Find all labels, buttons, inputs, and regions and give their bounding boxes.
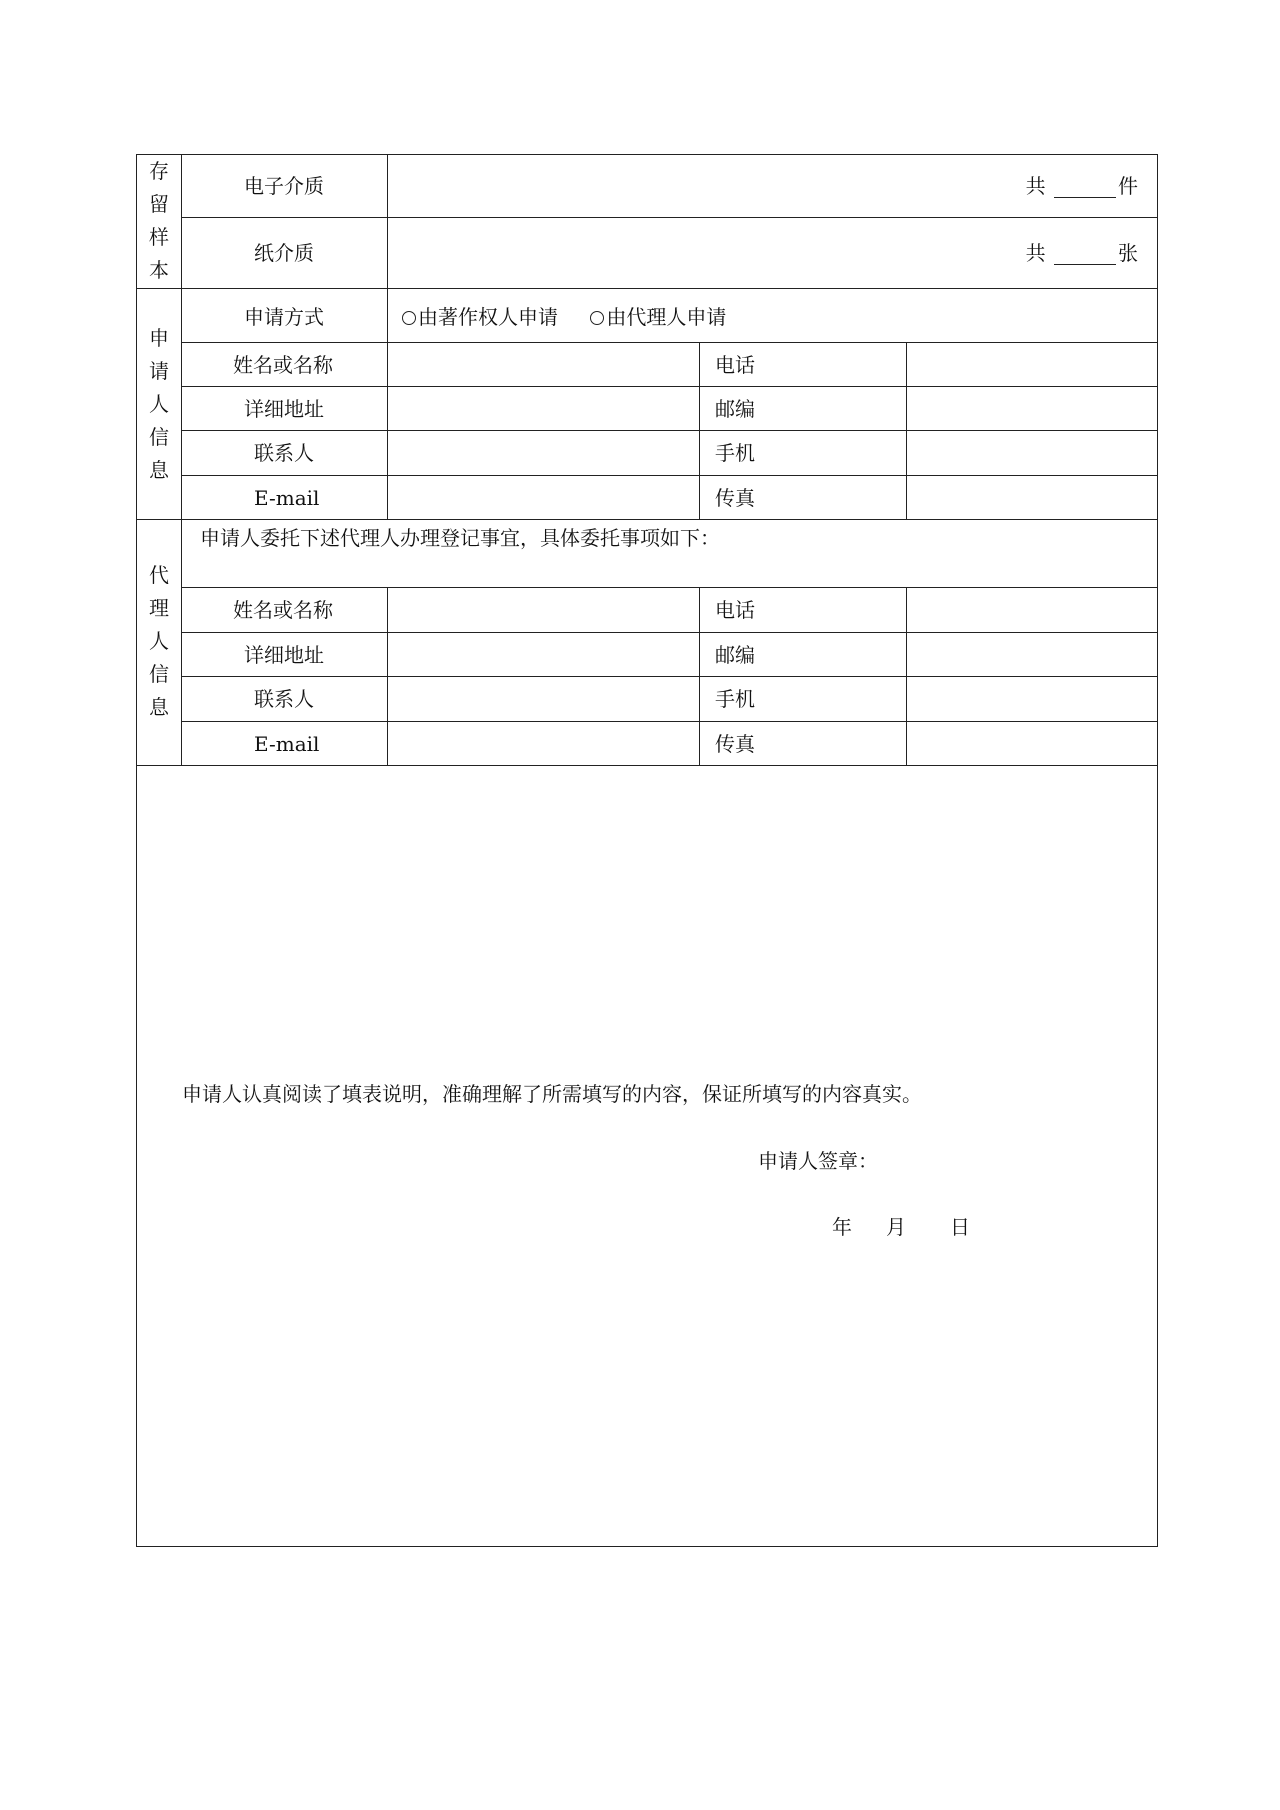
agent-name-field[interactable] [388, 588, 699, 632]
signature-label: 申请人签章： [758, 1149, 878, 1173]
applicant-email-field[interactable] [388, 476, 699, 519]
applicant-phone-field[interactable] [907, 343, 1157, 386]
date-day-label: 日 [950, 1215, 970, 1239]
agent-fax-field[interactable] [907, 722, 1157, 765]
applicant-mobile-label: 手机 [715, 441, 755, 465]
applicant-address-label: 详细地址 [244, 397, 324, 421]
electronic-unit: 件 [1118, 174, 1138, 198]
electronic-count [1026, 174, 1138, 198]
agent-contact-label: 联系人 [254, 687, 314, 711]
agent-mobile-field[interactable] [907, 677, 1157, 721]
radio-circle-icon [590, 311, 604, 325]
entrust-statement: 申请人委托下述代理人办理登记事宜，具体委托事项如下： [200, 526, 720, 550]
agent-mobile-label: 手机 [715, 687, 755, 711]
applicant-phone-label: 电话 [715, 353, 755, 377]
agent-email-field[interactable] [388, 722, 699, 765]
applicant-name-label: 姓名或名称 [233, 353, 333, 377]
entrust-matters-field[interactable] [182, 555, 1157, 587]
agent-email-label: E-mail [254, 732, 320, 756]
applicant-contact-field[interactable] [388, 431, 699, 475]
paper-count [1026, 241, 1138, 265]
option-label: 由代理人申请 [606, 305, 727, 329]
agent-phone-field[interactable] [907, 588, 1157, 632]
applicant-address-field[interactable] [388, 387, 699, 430]
agent-section-label: 代理人信息 [149, 563, 169, 719]
sample-section-label: 存留样本 [149, 159, 169, 282]
electronic-count-field[interactable] [1054, 179, 1116, 198]
applicant-fax-field[interactable] [907, 476, 1157, 519]
applicant-section-label: 申请人信息 [149, 326, 169, 482]
agent-address-field[interactable] [388, 633, 699, 676]
electronic-prefix: 共 [1025, 174, 1046, 198]
paper-media-label: 纸介质 [254, 241, 314, 265]
declaration-statement: 申请人认真阅读了填表说明，准确理解了所需填写的内容，保证所填写的内容真实。 [182, 1082, 922, 1106]
paper-prefix: 共 [1025, 241, 1046, 265]
applicant-mobile-field[interactable] [907, 431, 1157, 475]
applicant-postcode-field[interactable] [907, 387, 1157, 430]
applicant-fax-label: 传真 [715, 486, 755, 510]
agent-name-label: 姓名或名称 [233, 598, 333, 622]
applicant-email-label: E-mail [254, 486, 320, 510]
signature-area[interactable] [880, 1140, 1120, 1180]
electronic-media-label: 电子介质 [244, 174, 324, 198]
date-year-label: 年 [832, 1215, 852, 1239]
option-label: 由著作权人申请 [418, 305, 558, 329]
application-method-options [402, 305, 752, 329]
agent-fax-label: 传真 [715, 732, 755, 756]
agent-address-label: 详细地址 [244, 643, 324, 667]
applicant-contact-label: 联系人 [254, 441, 314, 465]
agent-postcode-field[interactable] [907, 633, 1157, 676]
application-method-label: 申请方式 [244, 305, 324, 329]
date-month-label: 月 [886, 1215, 906, 1239]
agent-postcode-label: 邮编 [715, 643, 755, 667]
option-by-agent[interactable] [590, 305, 726, 329]
radio-circle-icon [402, 311, 416, 325]
applicant-name-field[interactable] [388, 343, 699, 386]
agent-phone-label: 电话 [715, 598, 755, 622]
option-by-copyright-owner[interactable] [402, 305, 558, 329]
paper-unit: 张 [1118, 241, 1138, 265]
applicant-postcode-label: 邮编 [715, 397, 755, 421]
paper-count-field[interactable] [1054, 246, 1116, 265]
agent-contact-field[interactable] [388, 677, 699, 721]
